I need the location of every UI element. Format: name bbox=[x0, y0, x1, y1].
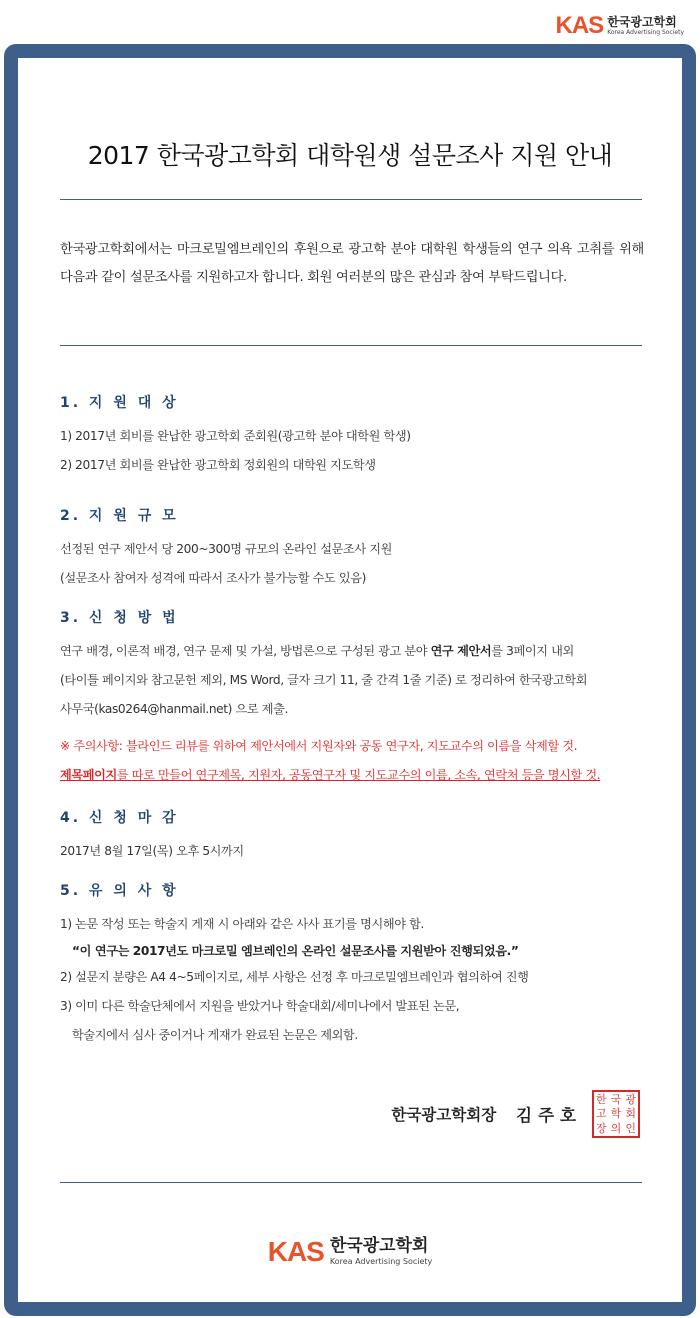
kas-logo-mark: KAS bbox=[555, 12, 604, 39]
seal-char: 국 bbox=[610, 1092, 622, 1106]
section-title: 2. 지 원 규 모 bbox=[60, 508, 179, 524]
signature-name: 김주호 bbox=[516, 1106, 582, 1125]
seal-char: 고 bbox=[596, 1107, 607, 1121]
official-seal bbox=[592, 1090, 640, 1138]
document-frame bbox=[4, 44, 696, 1316]
divider bbox=[60, 1182, 642, 1183]
section-line: 1) 2017년 회비를 완납한 광고학회 준회원(광고학 분야 대학원 학생) bbox=[60, 429, 411, 443]
section-notes bbox=[60, 880, 650, 1050]
intro-paragraph: 한국광고학회에서는 마크로밀엠브레인의 후원으로 광고학 분야 대학원 학생들의 연구 의욕 고취를 위해 다음과 같이 설문조사를 지원하고자 합니다. 회원 여러분의 많은 관심과 참여 부탁드립니다. bbox=[60, 242, 644, 285]
title-page-emphasis: 제목페이지 bbox=[60, 768, 117, 782]
logo-name-korean: 한국광고학회 bbox=[607, 15, 677, 29]
notice-line: ※ 주의사항: 블라인드 리뷰를 위하여 제안서에서 지원자와 공동 연구자, 지도교수의 이름을 삭제할 것. bbox=[60, 739, 578, 753]
signature-title: 한국광고학회장 bbox=[391, 1106, 497, 1124]
section-line: 1) 논문 작성 또는 학술지 게재 시 아래와 같은 사사 표기를 명시해야 함. bbox=[60, 917, 424, 931]
seal-char: 회 bbox=[625, 1107, 636, 1121]
seal-char: 학 bbox=[610, 1107, 622, 1121]
section-line: 사무국(kas0264@hanmail.net) 으로 제출. bbox=[60, 702, 288, 716]
proposal-emphasis: 연구 제안서 bbox=[430, 644, 492, 658]
seal-char: 의 bbox=[610, 1122, 622, 1136]
section-line: (타이틀 페이지와 참고문헌 제외, MS Word, 글자 크기 11, 줄 간격 1줄 기준) 로 정리하여 한국광고학회 bbox=[60, 673, 588, 687]
signature-block bbox=[391, 1090, 640, 1138]
section-line: 선정된 연구 제안서 당 200~300명 규모의 온라인 설문조사 지원 bbox=[60, 542, 392, 556]
line-text: 를 3페이지 내외 bbox=[491, 644, 574, 658]
seal-char: 장 bbox=[596, 1122, 607, 1136]
acknowledgement-quote: “이 연구는 2017년도 마크로밀 엠브레인의 온라인 설문조사를 지원받아 진행되었음.” bbox=[72, 944, 519, 958]
logo-name-english: Korea Advertising Society bbox=[329, 1257, 433, 1266]
footer-logo bbox=[18, 1236, 682, 1268]
section-title: 5. 유 의 사 항 bbox=[60, 883, 179, 899]
seal-char: 한 bbox=[596, 1092, 607, 1106]
section-eligibility bbox=[60, 392, 650, 480]
document-body bbox=[18, 58, 682, 1302]
kas-logo-mark: KAS bbox=[267, 1236, 324, 1267]
section-line: 3) 이미 다른 학술단체에서 지원을 받았거나 학술대회/세미나에서 발표된 논문, bbox=[60, 999, 460, 1013]
section-line: 2) 설문지 분량은 A4 4~5페이지로, 세부 사항은 선정 후 마크로밀엠브레인과 협의하여 진행 bbox=[60, 970, 529, 984]
divider bbox=[60, 345, 642, 346]
section-title: 1. 지 원 대 상 bbox=[60, 395, 179, 411]
section-deadline bbox=[60, 807, 650, 866]
section-title: 3. 신 청 방 법 bbox=[60, 610, 179, 626]
logo-name-english: Korea Advertising Society bbox=[607, 29, 684, 36]
seal-char: 광 bbox=[625, 1092, 636, 1106]
notice-text: 를 따로 만들어 연구제목, 지원자, 공동연구자 및 지도교수의 이름, 소속, 연락처 등을 명시할 것. bbox=[116, 768, 601, 782]
section-line: 2) 2017년 회비를 완납한 광고학회 정회원의 대학원 지도학생 bbox=[60, 458, 376, 472]
logo-name-korean: 한국광고학회 bbox=[329, 1236, 429, 1256]
divider bbox=[60, 199, 642, 200]
section-line: 2017년 8월 17일(목) 오후 5시까지 bbox=[60, 844, 244, 858]
section-title: 4. 신 청 마 감 bbox=[60, 810, 179, 826]
page-title: 2017 한국광고학회 대학원생 설문조사 지원 안내 bbox=[87, 141, 613, 170]
section-line bbox=[60, 637, 650, 666]
seal-char: 인 bbox=[625, 1122, 636, 1136]
notice-line bbox=[60, 761, 650, 790]
section-application bbox=[60, 607, 650, 790]
header-logo bbox=[556, 12, 684, 40]
section-scale bbox=[60, 505, 650, 593]
section-line: 학술지에서 심사 중이거나 게재가 완료된 논문은 제외함. bbox=[72, 1028, 358, 1042]
section-line: (설문조사 참여자 성격에 따라서 조사가 불가능할 수도 있음) bbox=[60, 571, 366, 585]
line-text: 연구 배경, 이론적 배경, 연구 문제 및 가설, 방법론으로 구성된 광고 분야 bbox=[60, 644, 431, 658]
